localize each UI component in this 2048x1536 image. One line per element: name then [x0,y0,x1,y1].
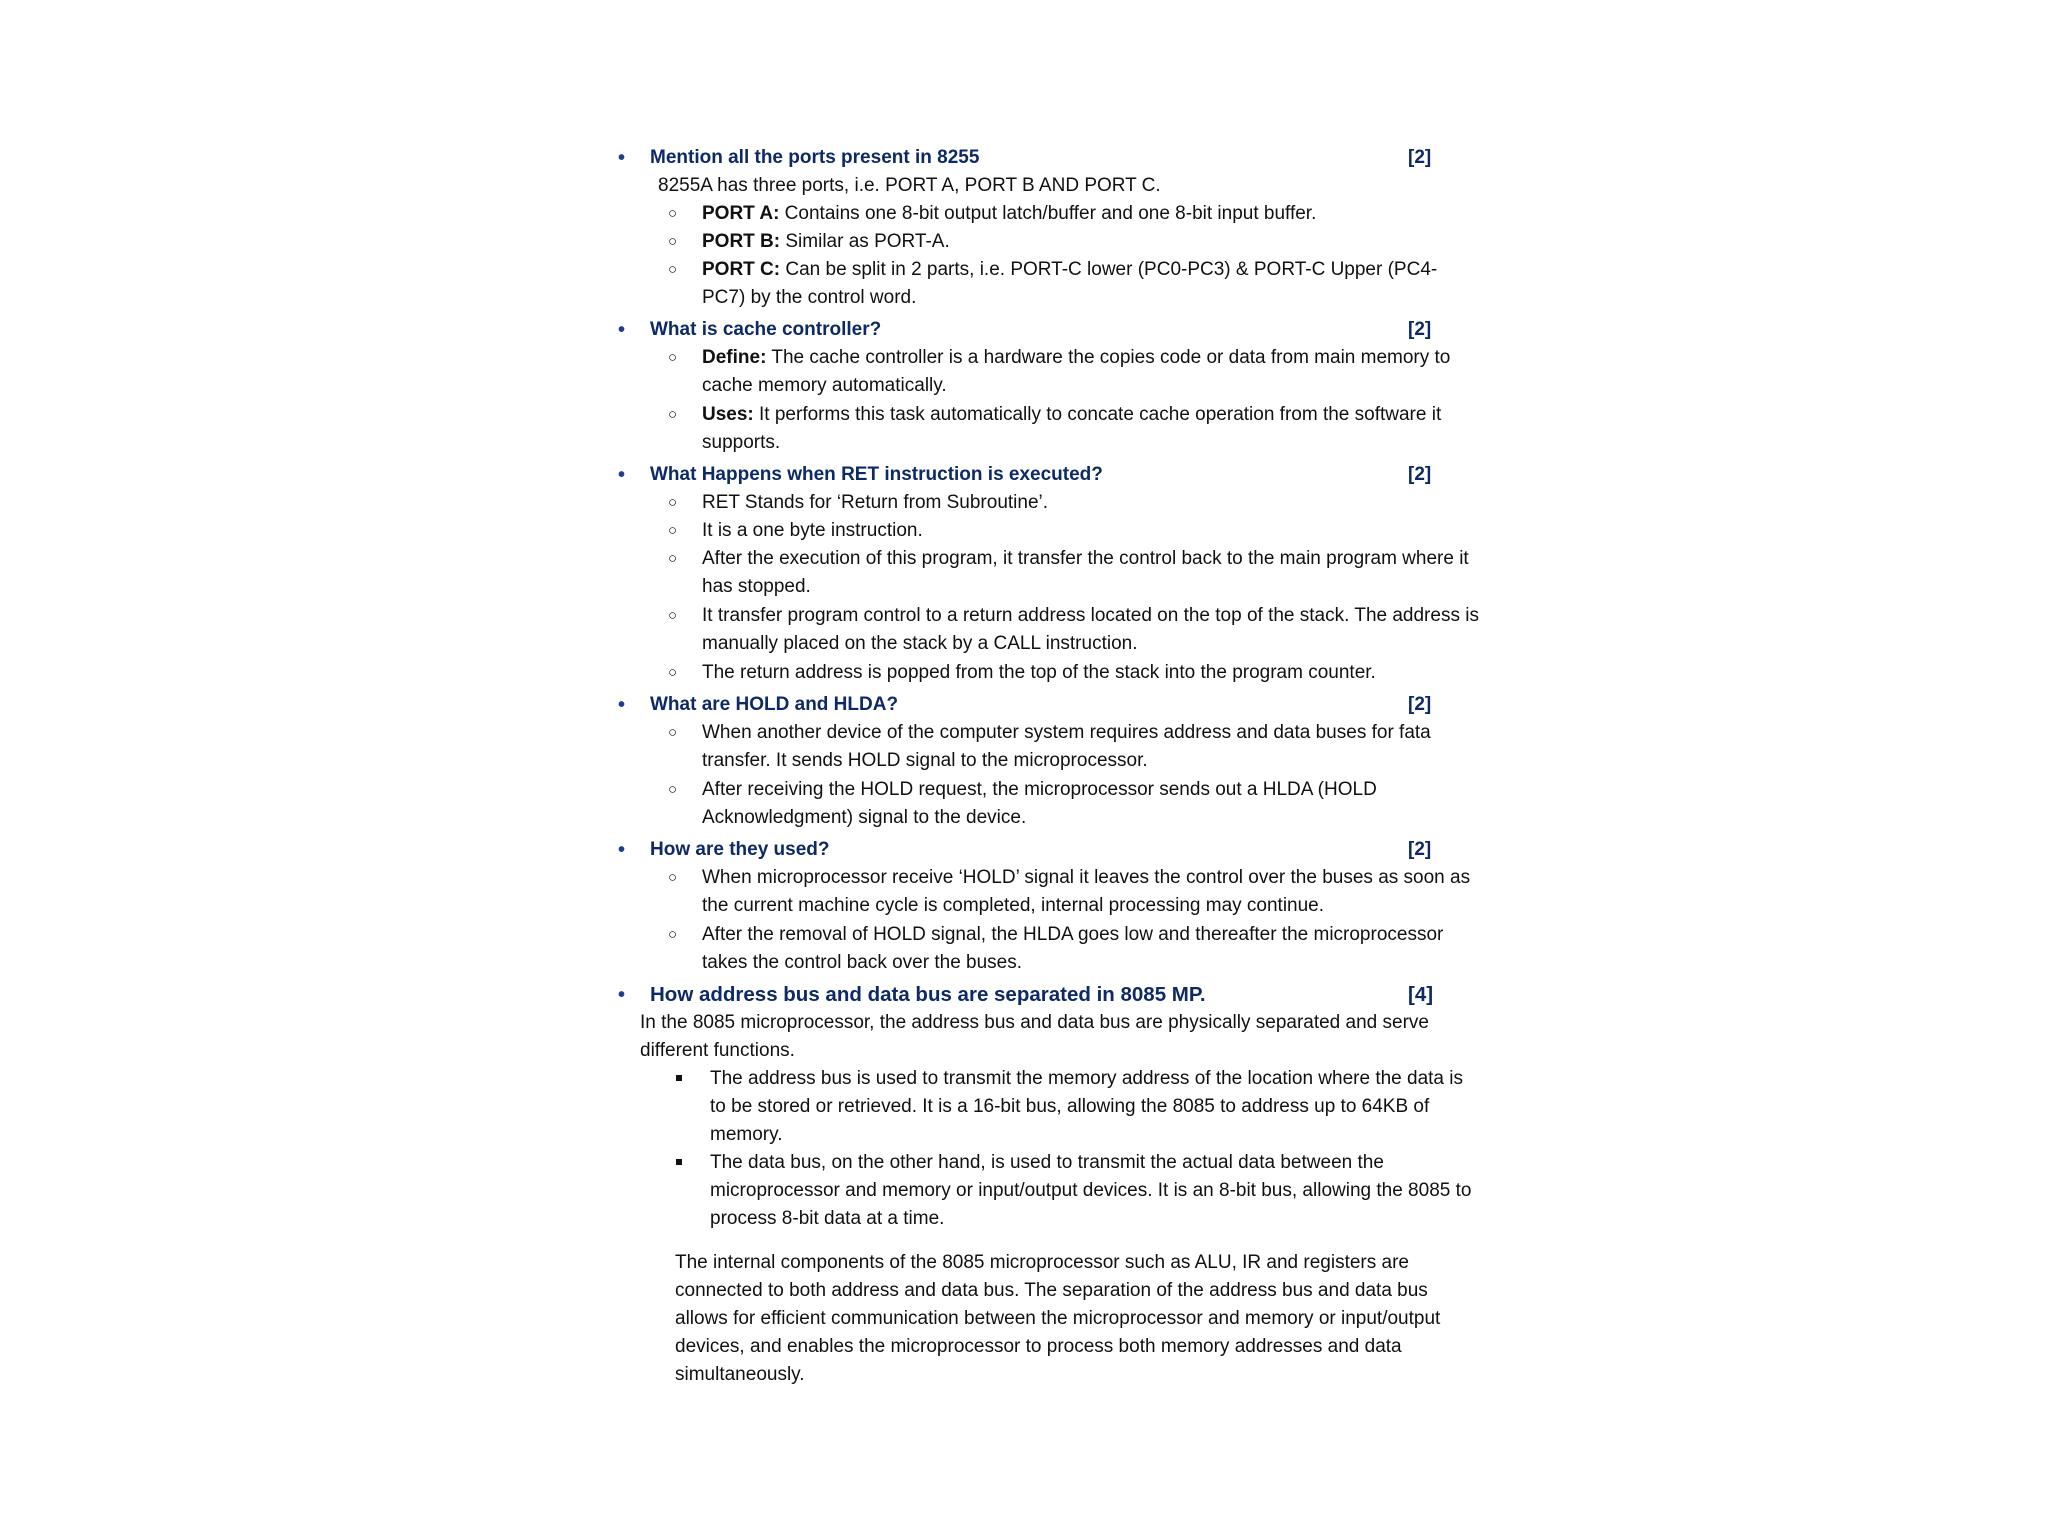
question-text: What is cache controller? [650,319,882,340]
list-item [668,489,1480,517]
item-label: Define: [702,347,767,368]
bullet-icon: • [618,319,626,341]
answer-list [640,719,1480,832]
square-bullet-icon [676,1075,682,1081]
bullet-icon: • [618,694,626,716]
question-text: What are HOLD and HLDA? [650,694,899,715]
answer-list [640,344,1480,457]
list-item [668,776,1480,832]
circle-bullet-icon: ○ [668,233,678,250]
item-text: It transfer program control to a return address located on the top of the stack. The address is manually placed on the stack by a CALL instruction. [702,605,1479,654]
circle-bullet-icon: ○ [668,205,678,222]
bullet-icon: • [618,464,626,486]
question-marks: [2] [1408,319,1432,340]
item-text: When microprocessor receive ‘HOLD’ signal it leaves the control over the buses as soon as the current machine cycle is completed, internal processing may continue. [702,867,1471,916]
item-text: When another device of the computer system requires address and data buses for fata transfer. It sends HOLD signal to the microprocessor. [702,722,1431,771]
circle-bullet-icon: ○ [668,664,678,681]
item-text: Can be split in 2 parts, i.e. PORT-C lower (PC0-PC3) & PORT-C Upper (PC4-PC7) by the control word. [702,259,1438,308]
list-item [668,228,1480,256]
list-item [710,1065,1480,1149]
circle-bullet-icon: ○ [668,781,678,798]
question-text: How address bus and data bus are separated in 8085 MP. [650,983,1206,1006]
question-marks: [2] [1408,464,1432,485]
question-heading [618,144,1480,172]
bullet-icon: • [618,984,626,1006]
question-ret-instruction [618,461,1480,687]
item-label: PORT B: [702,231,781,252]
item-text: The cache controller is a hardware the copies code or data from main memory to cache memory automatically. [702,347,1451,396]
question-heading [618,981,1480,1009]
item-text: Contains one 8-bit output latch/buffer and one 8-bit input buffer. [779,203,1317,224]
question-hold-hlda [618,691,1480,832]
answer-intro: In the 8085 microprocessor, the address bus and data bus are physically separated and serve different functions. [640,1012,1429,1061]
closing-paragraph: The internal components of the 8085 microprocessor such as ALU, IR and registers are connected to both address and data bus. The separation of the address bus and data bus allows for efficient communication between the microprocessor and memory or input/output devices, and enables the microprocessor to process both memory addresses and data simultaneously. [675,1252,1441,1385]
circle-bullet-icon: ○ [668,926,678,943]
circle-bullet-icon: ○ [668,522,678,539]
item-label: PORT C: [702,259,781,280]
list-item [668,517,1480,545]
circle-bullet-icon: ○ [668,406,678,423]
item-label: Uses: [702,404,754,425]
item-text: It is a one byte instruction. [702,520,923,541]
circle-bullet-icon: ○ [668,349,678,366]
document-content [618,140,1480,1389]
list-item [668,864,1480,920]
question-marks: [2] [1408,694,1432,715]
question-heading [618,691,1480,719]
list-item [668,200,1480,228]
list-item [668,256,1480,312]
question-heading [618,836,1480,864]
question-marks: [2] [1408,839,1432,860]
list-item [668,719,1480,775]
answer-intro: 8255A has three ports, i.e. PORT A, PORT B AND PORT C. [658,175,1161,196]
item-label: PORT A: [702,203,780,224]
question-bus-separation [618,981,1480,1389]
answer-list [640,489,1480,687]
answer-list [640,200,1480,312]
list-item [668,921,1480,977]
question-how-used [618,836,1480,977]
list-item [668,659,1480,687]
question-text: Mention all the ports present in 8255 [650,147,980,168]
question-heading [618,316,1480,344]
circle-bullet-icon: ○ [668,494,678,511]
question-ports-8255 [618,144,1480,312]
bullet-icon: • [618,839,626,861]
item-text: It performs this task automatically to concate cache operation from the software it supports. [702,404,1442,453]
question-cache-controller [618,316,1480,457]
item-text: Similar as PORT-A. [780,231,950,252]
item-text: RET Stands for ‘Return from Subroutine’. [702,492,1049,513]
circle-bullet-icon: ○ [668,550,678,567]
item-text: After the execution of this program, it transfer the control back to the main program where it has stopped. [702,548,1469,597]
circle-bullet-icon: ○ [668,607,678,624]
list-item [668,344,1480,400]
circle-bullet-icon: ○ [668,724,678,741]
item-text: After receiving the HOLD request, the microprocessor sends out a HLDA (HOLD Acknowledgment) signal to the device. [702,779,1377,828]
item-text: After the removal of HOLD signal, the HLDA goes low and thereafter the microprocessor takes the control back over the buses. [702,924,1444,973]
item-text: The return address is popped from the top of the stack into the program counter. [702,662,1376,683]
question-marks: [4] [1408,983,1434,1006]
list-item [668,545,1480,601]
item-text: The address bus is used to transmit the memory address of the location where the data is to be stored or retrieved. It is a 16-bit bus, allowing the 8085 to address up to 64KB of memory. [710,1068,1463,1145]
list-item [668,602,1480,658]
bullet-icon: • [618,147,626,169]
item-text: The data bus, on the other hand, is used to transmit the actual data between the microprocessor and memory or input/output devices. It is an 8-bit bus, allowing the 8085 to process 8-bit data at a time. [710,1152,1472,1229]
question-heading [618,461,1480,489]
question-text: What Happens when RET instruction is executed? [650,464,1103,485]
circle-bullet-icon: ○ [668,261,678,278]
answer-list [640,864,1480,977]
question-text: How are they used? [650,839,830,860]
list-item [710,1149,1480,1233]
list-item [668,401,1480,457]
answer-square-list [640,1065,1480,1233]
question-marks: [2] [1408,147,1432,168]
square-bullet-icon [676,1159,682,1165]
circle-bullet-icon: ○ [668,869,678,886]
